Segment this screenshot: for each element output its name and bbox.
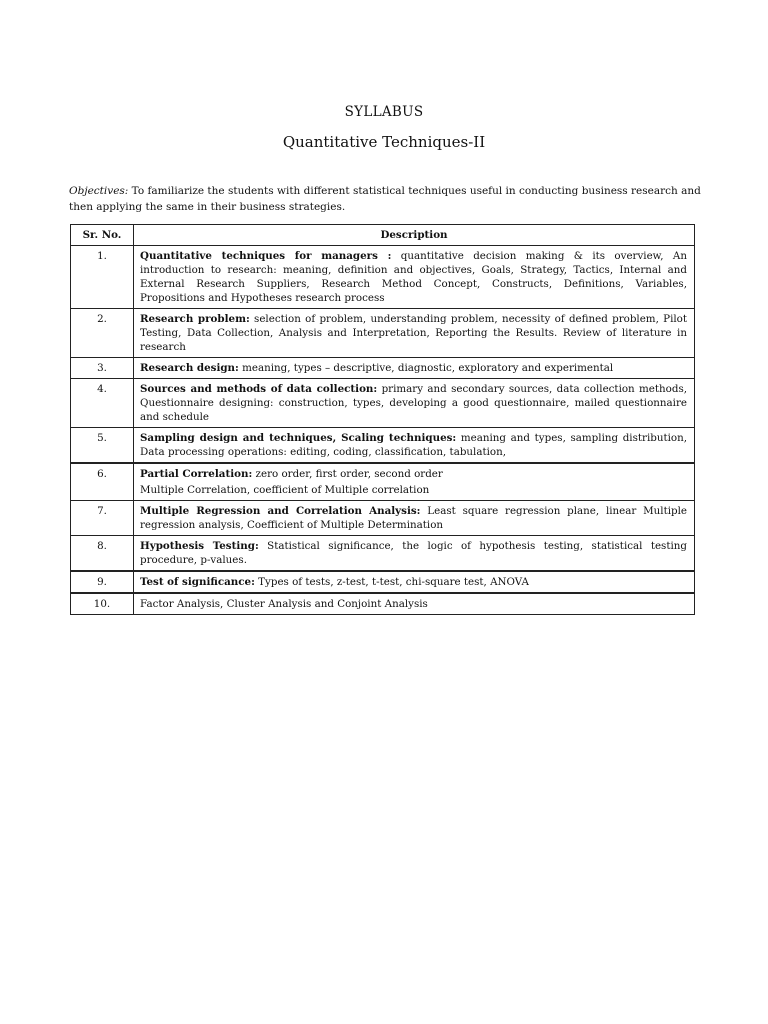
row-topic: Research problem: bbox=[140, 313, 250, 325]
row-topic: Sampling design and techniques, Scaling techniques: bbox=[140, 432, 457, 444]
table-row bbox=[71, 536, 695, 572]
header-description: Description bbox=[134, 225, 695, 246]
row-text: meaning and types, sampling distribution, Data processing operations: editing, coding, classification, tabulation, bbox=[140, 432, 687, 458]
row-description bbox=[134, 593, 695, 615]
table-row bbox=[71, 309, 695, 358]
row-number: 8. bbox=[71, 536, 134, 572]
row-number: 6. bbox=[71, 463, 134, 501]
row-description bbox=[134, 428, 695, 464]
objectives-label: Objectives: bbox=[69, 185, 129, 197]
row-number: 10. bbox=[71, 593, 134, 615]
row-number: 5. bbox=[71, 428, 134, 464]
row-topic: Multiple Regression and Correlation Analysis: bbox=[140, 505, 421, 517]
row-text: meaning, types – descriptive, diagnostic, exploratory and experimental bbox=[238, 362, 614, 374]
row-topic: Research design: bbox=[140, 362, 239, 374]
syllabus-table bbox=[70, 224, 695, 615]
row-number: 3. bbox=[71, 358, 134, 379]
row-text: selection of problem, understanding problem, necessity of defined problem, Pilot Testing, Data Collection, Analysis and Interpretation, Reporting the Results. Review of literature in research bbox=[140, 313, 687, 353]
row-topic: Sources and methods of data collection: bbox=[140, 383, 378, 395]
row-text: Least square regression plane, linear Multiple regression analysis, Coefficient of Multiple Determination bbox=[140, 505, 687, 531]
row-number: 1. bbox=[71, 246, 134, 309]
page-title: SYLLABUS bbox=[344, 104, 424, 120]
row-text: zero order, first order, second order bbox=[252, 468, 443, 480]
objectives-text: To familiarize the students with different statistical techniques useful in conducting business research and then applying the same in their business strategies. bbox=[69, 185, 701, 213]
row-description bbox=[134, 501, 695, 536]
header-sr-no: Sr. No. bbox=[71, 225, 134, 246]
table-row bbox=[71, 571, 695, 593]
table-row bbox=[71, 428, 695, 464]
row-text: Statistical significance, the logic of hypothesis testing, statistical testing procedure, p-values. bbox=[140, 540, 687, 566]
table-row bbox=[71, 501, 695, 536]
table-row bbox=[71, 246, 695, 309]
row-text: Types of tests, z-test, t-test, chi-square test, ANOVA bbox=[254, 576, 529, 588]
table-row bbox=[71, 463, 695, 501]
row-description bbox=[134, 571, 695, 593]
table-row bbox=[71, 593, 695, 615]
row-topic: Hypothesis Testing: bbox=[140, 540, 259, 552]
row-topic: Partial Correlation: bbox=[140, 468, 253, 480]
row-description bbox=[134, 379, 695, 428]
table-row bbox=[71, 358, 695, 379]
row-description bbox=[134, 463, 695, 501]
row-description bbox=[134, 246, 695, 309]
row-description bbox=[134, 358, 695, 379]
row-number: 9. bbox=[71, 571, 134, 593]
row-number: 4. bbox=[71, 379, 134, 428]
row-text-second-line: Multiple Correlation, coefficient of Multiple correlation bbox=[140, 484, 430, 496]
row-text: quantitative decision making & its overview, An introduction to research: meaning, definition and objectives, Goals, Strategy, Tactics, Internal and External Research Suppliers, Research Method Concept, Constructs, Definitions, Variables, Propositions and Hypotheses research process bbox=[140, 250, 687, 304]
row-text: primary and secondary sources, data collection methods, Questionnaire designing: construction, types, developing a good questionnaire, mailed questionnaire and schedule bbox=[140, 383, 688, 423]
row-topic: Quantitative techniques for managers : bbox=[140, 250, 392, 262]
row-number: 7. bbox=[71, 501, 134, 536]
row-number: 2. bbox=[71, 309, 134, 358]
row-description bbox=[134, 309, 695, 358]
page-subtitle: Quantitative Techniques-II bbox=[282, 133, 486, 151]
row-topic: Test of significance: bbox=[140, 576, 255, 588]
row-description bbox=[134, 536, 695, 572]
table-row bbox=[71, 379, 695, 428]
table-header-row bbox=[71, 225, 695, 246]
row-text: Factor Analysis, Cluster Analysis and Conjoint Analysis bbox=[140, 598, 428, 610]
objectives-paragraph bbox=[69, 184, 701, 215]
